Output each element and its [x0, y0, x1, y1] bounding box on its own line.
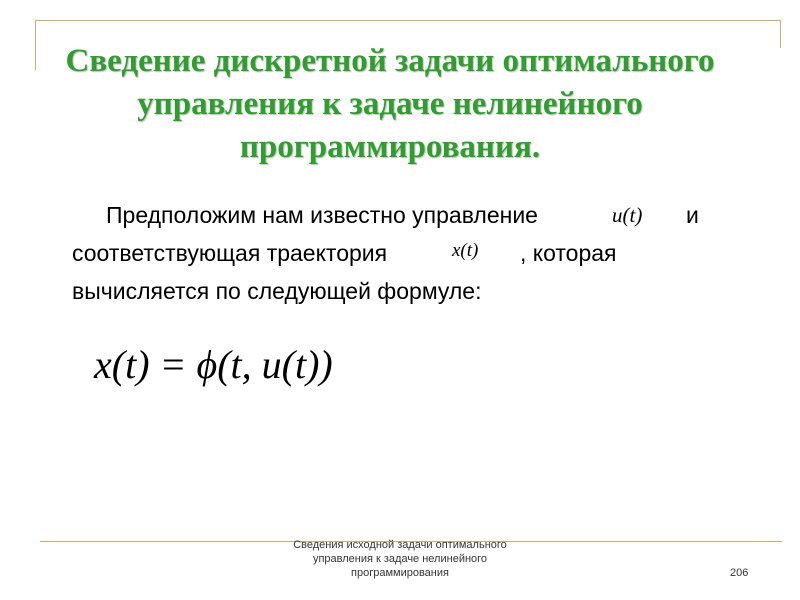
slide-title: Сведение дискретной задачи оптимального управления к задаче нелинейного программирования.	[65, 43, 715, 165]
footer-caption	[270, 538, 530, 580]
footer-caption-line-3: программирования	[351, 567, 449, 579]
body-line-1	[72, 196, 712, 234]
body-line-3	[72, 272, 712, 310]
body-line-1-text: Предположим нам известно управление	[106, 202, 538, 228]
trajectory-x-formula: x(t)	[452, 240, 479, 261]
slide-body	[72, 196, 712, 310]
body-line-1-end: и	[686, 202, 699, 228]
trajectory-formula	[94, 340, 333, 390]
formula-lhs: x(t) =	[94, 342, 197, 387]
body-line-2-text: соответствующая траектория	[72, 240, 388, 266]
formula-phi: ϕ	[196, 342, 218, 387]
frame-top-line	[35, 20, 781, 21]
body-line-2-end: , которая	[520, 240, 617, 266]
footer-caption-line-2: управления к задаче нелинейного	[312, 553, 488, 565]
footer-caption-line-1: Сведения исходной задачи оптимального	[293, 539, 507, 551]
control-u-formula: u(t)	[612, 203, 643, 227]
formula-rhs: (t, u(t))	[217, 342, 333, 387]
body-line-2	[72, 234, 712, 272]
frame-right-line	[780, 20, 781, 48]
page-number: 206	[730, 567, 749, 579]
body-line-3-text: вычисляется по следующей формуле:	[72, 278, 482, 304]
